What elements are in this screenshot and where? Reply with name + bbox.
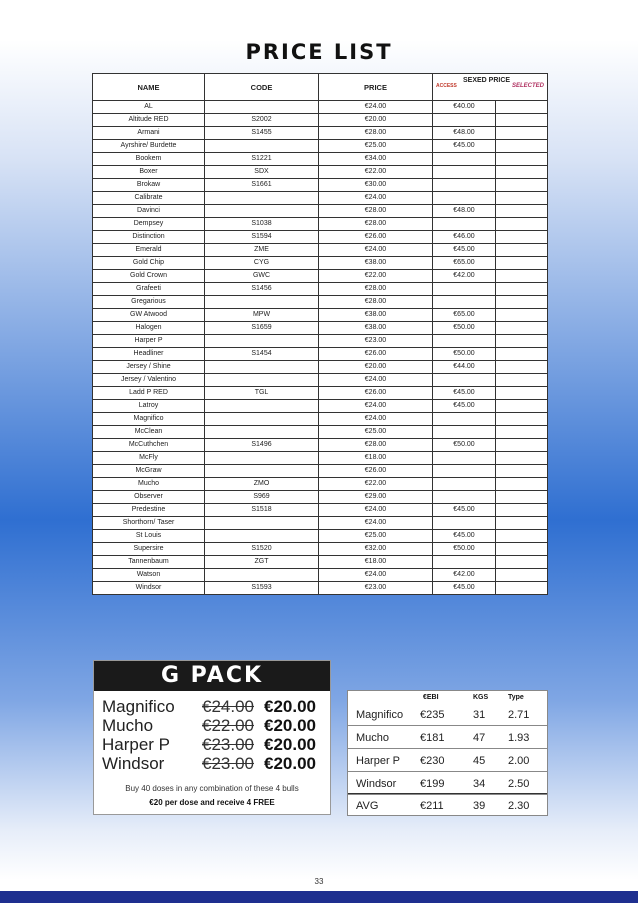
price-cell: €34.00 <box>319 153 433 166</box>
empty-cell <box>496 335 548 348</box>
sexed-price-cell: €50.00 <box>433 439 496 452</box>
empty-cell <box>496 374 548 387</box>
table-row <box>93 543 548 556</box>
table-row <box>93 478 548 491</box>
empty-cell <box>496 257 548 270</box>
code-cell: S1593 <box>205 582 319 595</box>
sexed-price-label: SEXED PRICE <box>463 77 511 84</box>
code-cell <box>205 517 319 530</box>
table-row <box>93 400 548 413</box>
empty-cell <box>496 439 548 452</box>
bull-name-cell: Ayrshire/ Burdette <box>93 140 205 153</box>
table-row <box>93 348 548 361</box>
bull-name-cell: Tannenbaum <box>93 556 205 569</box>
code-cell <box>205 296 319 309</box>
sexed-price-cell: €48.00 <box>433 205 496 218</box>
price-cell: €24.00 <box>319 413 433 426</box>
bull-name-cell: Ladd P RED <box>93 387 205 400</box>
bull-name-cell: Jersey / Shine <box>93 361 205 374</box>
price-cell: €26.00 <box>319 465 433 478</box>
code-cell: GWC <box>205 270 319 283</box>
empty-cell <box>496 296 548 309</box>
price-cell: €28.00 <box>319 296 433 309</box>
bull-name-cell: Supersire <box>93 543 205 556</box>
price-table <box>92 73 548 595</box>
bull-name-cell: McCuthchen <box>93 439 205 452</box>
stats-type: 2.50 <box>508 778 530 790</box>
code-cell: S1455 <box>205 127 319 140</box>
empty-cell <box>496 244 548 257</box>
gpack-old-price: €22.00 <box>202 716 254 735</box>
bull-name-cell: Armani <box>93 127 205 140</box>
stats-header-type: Type <box>508 694 524 701</box>
code-cell <box>205 205 319 218</box>
empty-cell <box>496 569 548 582</box>
gpack-item <box>102 697 326 717</box>
sexed-price-cell <box>433 192 496 205</box>
price-cell: €20.00 <box>319 114 433 127</box>
stats-row <box>348 726 547 749</box>
gpack-title: G PACK <box>94 661 330 691</box>
empty-cell <box>496 192 548 205</box>
bull-name-cell: Boxer <box>93 166 205 179</box>
bull-name-cell: Windsor <box>93 582 205 595</box>
sexed-price-cell <box>433 153 496 166</box>
bull-name-cell: Magnifico <box>93 413 205 426</box>
bull-name-cell: McFly <box>93 452 205 465</box>
price-cell: €26.00 <box>319 387 433 400</box>
gpack-item-name: Harper P <box>102 735 171 754</box>
sexed-price-cell <box>433 218 496 231</box>
table-row <box>93 127 548 140</box>
code-cell: ZME <box>205 244 319 257</box>
empty-cell <box>496 413 548 426</box>
table-row <box>93 179 548 192</box>
sexed-price-cell <box>433 296 496 309</box>
code-cell: S1594 <box>205 231 319 244</box>
table-row <box>93 413 548 426</box>
stats-bull-name: Windsor <box>356 778 397 790</box>
sexed-price-cell <box>433 556 496 569</box>
sexed-price-cell: €46.00 <box>433 231 496 244</box>
stats-type: 2.00 <box>508 755 530 767</box>
table-row <box>93 387 548 400</box>
sexed-price-cell: €50.00 <box>433 543 496 556</box>
table-row <box>93 465 548 478</box>
gpack-new-price: €20.00 <box>264 697 316 716</box>
code-cell: ZMO <box>205 478 319 491</box>
sexed-price-cell: €65.00 <box>433 309 496 322</box>
code-cell: TGL <box>205 387 319 400</box>
sexed-price-cell <box>433 283 496 296</box>
gpack-offer-detail: €20 per dose and receive 4 FREE <box>149 798 275 807</box>
empty-cell <box>496 452 548 465</box>
empty-cell <box>496 426 548 439</box>
empty-cell <box>496 179 548 192</box>
sexed-price-cell: €50.00 <box>433 322 496 335</box>
price-cell: €22.00 <box>319 166 433 179</box>
price-cell: €23.00 <box>319 335 433 348</box>
sexed-price-cell <box>433 517 496 530</box>
table-row <box>93 556 548 569</box>
code-cell <box>205 452 319 465</box>
bull-name-cell: McClean <box>93 426 205 439</box>
price-cell: €25.00 <box>319 140 433 153</box>
sexed-price-cell <box>433 413 496 426</box>
table-row <box>93 361 548 374</box>
price-cell: €25.00 <box>319 530 433 543</box>
gpack-new-price: €20.00 <box>264 754 316 773</box>
sexed-price-cell: €65.00 <box>433 257 496 270</box>
table-row <box>93 244 548 257</box>
price-cell: €22.00 <box>319 478 433 491</box>
bull-name-cell: Watson <box>93 569 205 582</box>
stats-avg-kgs: 39 <box>473 800 486 812</box>
price-cell: €30.00 <box>319 179 433 192</box>
gpack-old-price: €23.00 <box>202 735 254 754</box>
bull-name-cell: Calibrate <box>93 192 205 205</box>
code-cell <box>205 426 319 439</box>
stats-kgs: 47 <box>473 732 486 744</box>
stats-kgs: 45 <box>473 755 486 767</box>
empty-cell <box>496 114 548 127</box>
sexed-price-cell <box>433 478 496 491</box>
empty-cell <box>496 504 548 517</box>
price-cell: €24.00 <box>319 244 433 257</box>
empty-cell <box>496 530 548 543</box>
bull-name-cell: Emerald <box>93 244 205 257</box>
stats-bull-name: Mucho <box>356 732 390 744</box>
code-cell <box>205 140 319 153</box>
header-price: PRICE <box>319 74 433 101</box>
bull-name-cell: Gregarious <box>93 296 205 309</box>
bull-name-cell: Shorthorn/ Taser <box>93 517 205 530</box>
price-cell: €38.00 <box>319 257 433 270</box>
price-table-body <box>93 101 548 595</box>
empty-cell <box>496 387 548 400</box>
page-title: PRICE LIST <box>245 40 393 64</box>
stats-header-ebi: €EBI <box>423 694 439 701</box>
table-row <box>93 101 548 114</box>
code-cell: S1518 <box>205 504 319 517</box>
stats-kgs: 34 <box>473 778 486 790</box>
sexed-price-cell: €45.00 <box>433 140 496 153</box>
empty-cell <box>496 231 548 244</box>
table-row <box>93 452 548 465</box>
header-code: CODE <box>205 74 319 101</box>
table-row <box>93 192 548 205</box>
stats-avg-ebi: €211 <box>420 800 444 812</box>
stats-ebi: €235 <box>420 709 445 721</box>
empty-cell <box>496 517 548 530</box>
code-cell: S1454 <box>205 348 319 361</box>
gpack-item <box>102 735 326 755</box>
bull-name-cell: Jersey / Valentino <box>93 374 205 387</box>
bull-name-cell: Halogen <box>93 322 205 335</box>
code-cell <box>205 335 319 348</box>
gpack-item <box>102 716 326 736</box>
empty-cell <box>496 478 548 491</box>
gpack-item-name: Mucho <box>102 716 154 735</box>
stats-type: 2.71 <box>508 709 530 721</box>
stats-row <box>348 703 547 726</box>
sexed-price-cell <box>433 114 496 127</box>
sexed-price-cell: €45.00 <box>433 244 496 257</box>
empty-cell <box>496 127 548 140</box>
empty-cell <box>496 556 548 569</box>
table-row <box>93 309 548 322</box>
stats-ebi: €181 <box>420 732 445 744</box>
table-row <box>93 322 548 335</box>
price-cell: €22.00 <box>319 270 433 283</box>
stats-header-kgs: KGS <box>473 694 489 701</box>
sexed-price-cell: €48.00 <box>433 127 496 140</box>
gpack-new-price: €20.00 <box>264 735 316 754</box>
gpack-offer-note: Buy 40 doses in any combination of these 4 bulls <box>125 784 299 793</box>
table-row <box>93 517 548 530</box>
table-row <box>93 231 548 244</box>
price-cell: €28.00 <box>319 127 433 140</box>
empty-cell <box>496 101 548 114</box>
bull-name-cell: Altitude RED <box>93 114 205 127</box>
sexed-price-cell: €45.00 <box>433 387 496 400</box>
code-cell <box>205 192 319 205</box>
sexed-price-cell: €45.00 <box>433 530 496 543</box>
empty-cell <box>496 205 548 218</box>
empty-cell <box>496 543 548 556</box>
table-row <box>93 426 548 439</box>
table-row <box>93 335 548 348</box>
code-cell: S1520 <box>205 543 319 556</box>
table-row <box>93 114 548 127</box>
sexed-price-cell <box>433 465 496 478</box>
code-cell <box>205 413 319 426</box>
empty-cell <box>496 218 548 231</box>
empty-cell <box>496 361 548 374</box>
table-row <box>93 582 548 595</box>
sexed-price-cell <box>433 335 496 348</box>
table-row <box>93 140 548 153</box>
code-cell: S1661 <box>205 179 319 192</box>
bull-name-cell: Headliner <box>93 348 205 361</box>
stats-avg-label: AVG <box>356 800 379 812</box>
sexed-price-cell <box>433 179 496 192</box>
table-row <box>93 439 548 452</box>
page-number: 33 <box>314 877 324 886</box>
price-cell: €24.00 <box>319 504 433 517</box>
bull-name-cell: Gold Crown <box>93 270 205 283</box>
table-row <box>93 270 548 283</box>
price-cell: €18.00 <box>319 452 433 465</box>
code-cell <box>205 400 319 413</box>
code-cell <box>205 101 319 114</box>
stats-avg-type: 2.30 <box>508 800 530 812</box>
table-row <box>93 257 548 270</box>
table-row <box>93 218 548 231</box>
price-cell: €20.00 <box>319 361 433 374</box>
stats-avg-row <box>348 793 547 816</box>
sexed-price-cell <box>433 491 496 504</box>
gpack-old-price: €24.00 <box>202 697 254 716</box>
code-cell <box>205 374 319 387</box>
price-cell: €26.00 <box>319 348 433 361</box>
sexed-price-cell: €42.00 <box>433 270 496 283</box>
table-row <box>93 491 548 504</box>
price-cell: €28.00 <box>319 439 433 452</box>
price-cell: €23.00 <box>319 582 433 595</box>
gpack-stats-table <box>347 690 548 816</box>
code-cell: S1456 <box>205 283 319 296</box>
stats-ebi: €199 <box>420 778 445 790</box>
gpack-item <box>102 754 326 774</box>
empty-cell <box>496 348 548 361</box>
bull-name-cell: Davinci <box>93 205 205 218</box>
price-cell: €24.00 <box>319 192 433 205</box>
gpack-item-name: Windsor <box>102 754 165 773</box>
code-cell: CYG <box>205 257 319 270</box>
price-cell: €28.00 <box>319 283 433 296</box>
sexed-price-cell: €42.00 <box>433 569 496 582</box>
stats-bull-name: Harper P <box>356 755 401 767</box>
empty-cell <box>496 153 548 166</box>
sexed-price-cell: €45.00 <box>433 400 496 413</box>
footer-bar <box>0 891 638 903</box>
sexed-price-cell: €45.00 <box>433 504 496 517</box>
code-cell: S1038 <box>205 218 319 231</box>
stats-row <box>348 772 547 795</box>
empty-cell <box>496 166 548 179</box>
stats-kgs: 31 <box>473 709 486 721</box>
sexed-price-cell: €50.00 <box>433 348 496 361</box>
empty-cell <box>496 140 548 153</box>
table-row <box>93 374 548 387</box>
header-sexed-price <box>433 74 548 101</box>
empty-cell <box>496 309 548 322</box>
empty-cell <box>496 283 548 296</box>
gpack-new-price: €20.00 <box>264 716 316 735</box>
price-cell: €24.00 <box>319 517 433 530</box>
price-cell: €25.00 <box>319 426 433 439</box>
bull-name-cell: Mucho <box>93 478 205 491</box>
code-cell: S1496 <box>205 439 319 452</box>
sexed-price-cell <box>433 452 496 465</box>
header-name: NAME <box>93 74 205 101</box>
stats-ebi: €230 <box>420 755 445 767</box>
price-cell: €28.00 <box>319 205 433 218</box>
table-row <box>93 569 548 582</box>
bull-name-cell: Dempsey <box>93 218 205 231</box>
code-cell: S1221 <box>205 153 319 166</box>
empty-cell <box>496 582 548 595</box>
price-cell: €24.00 <box>319 374 433 387</box>
price-cell: €32.00 <box>319 543 433 556</box>
price-cell: €24.00 <box>319 569 433 582</box>
bull-name-cell: Grafeeti <box>93 283 205 296</box>
table-row <box>93 205 548 218</box>
price-cell: €38.00 <box>319 322 433 335</box>
gpack-item-name: Magnifico <box>102 697 175 716</box>
table-row <box>93 166 548 179</box>
code-cell: S1659 <box>205 322 319 335</box>
price-cell: €18.00 <box>319 556 433 569</box>
bull-name-cell: Gold Chip <box>93 257 205 270</box>
sexed-price-cell <box>433 426 496 439</box>
price-cell: €29.00 <box>319 491 433 504</box>
code-cell: S969 <box>205 491 319 504</box>
selected-logo: SELECTED <box>511 83 544 89</box>
code-cell: ZGT <box>205 556 319 569</box>
code-cell <box>205 569 319 582</box>
price-cell: €24.00 <box>319 101 433 114</box>
bull-name-cell: St Louis <box>93 530 205 543</box>
empty-cell <box>496 400 548 413</box>
bull-name-cell: Bookem <box>93 153 205 166</box>
bull-name-cell: Observer <box>93 491 205 504</box>
stats-type: 1.93 <box>508 732 530 744</box>
bull-name-cell: Latroy <box>93 400 205 413</box>
table-header-row <box>93 74 548 101</box>
bull-name-cell: AL <box>93 101 205 114</box>
price-cell: €28.00 <box>319 218 433 231</box>
empty-cell <box>496 270 548 283</box>
bull-name-cell: Distinction <box>93 231 205 244</box>
code-cell <box>205 361 319 374</box>
sexed-price-cell <box>433 374 496 387</box>
empty-cell <box>496 491 548 504</box>
bull-name-cell: Harper P <box>93 335 205 348</box>
sexed-price-cell: €45.00 <box>433 582 496 595</box>
empty-cell <box>496 322 548 335</box>
table-row <box>93 296 548 309</box>
sexed-price-cell: €40.00 <box>433 101 496 114</box>
stats-row <box>348 749 547 772</box>
table-row <box>93 504 548 517</box>
price-cell: €26.00 <box>319 231 433 244</box>
bull-name-cell: GW Atwood <box>93 309 205 322</box>
bull-name-cell: Predestine <box>93 504 205 517</box>
code-cell <box>205 530 319 543</box>
bull-name-cell: Brokaw <box>93 179 205 192</box>
table-row <box>93 530 548 543</box>
empty-cell <box>496 465 548 478</box>
sexed-price-cell <box>433 166 496 179</box>
bull-name-cell: McGraw <box>93 465 205 478</box>
gpack-old-price: €23.00 <box>202 754 254 773</box>
sexed-price-cell: €44.00 <box>433 361 496 374</box>
table-row <box>93 153 548 166</box>
table-row <box>93 283 548 296</box>
gpack-panel <box>93 660 331 815</box>
price-cell: €24.00 <box>319 400 433 413</box>
price-cell: €38.00 <box>319 309 433 322</box>
code-cell: S2002 <box>205 114 319 127</box>
stats-bull-name: Magnifico <box>356 709 404 721</box>
code-cell <box>205 465 319 478</box>
code-cell: SDX <box>205 166 319 179</box>
code-cell: MPW <box>205 309 319 322</box>
access-logo: ACCESS <box>436 83 457 89</box>
